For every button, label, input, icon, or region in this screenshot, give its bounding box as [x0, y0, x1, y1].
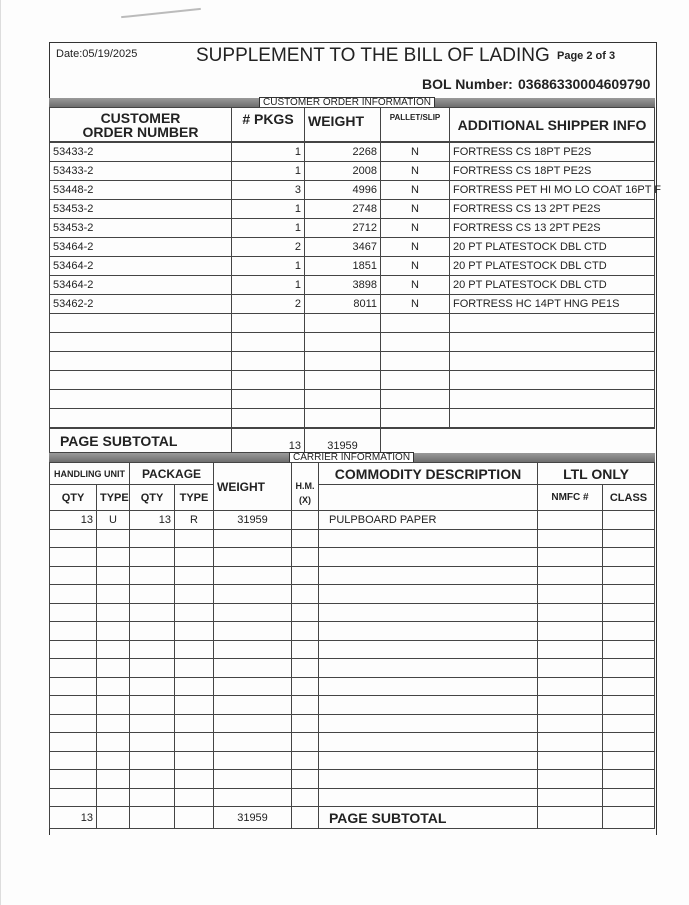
cell-weight [214, 677, 292, 696]
cell-pkg-type [175, 585, 214, 604]
cell-hm [292, 529, 319, 548]
cell-pkgs: 1 [232, 219, 305, 238]
cell-hu-qty [50, 529, 97, 548]
cell-pkg-qty [130, 714, 175, 733]
table-row [50, 585, 655, 604]
col-nmfc: NMFC # [538, 485, 603, 511]
customer-subtotal-row [49, 428, 655, 453]
table-row [50, 566, 655, 585]
cell-pallet-slip: N [381, 143, 450, 162]
cell-pkg-qty [130, 585, 175, 604]
package-header: PACKAGE [130, 463, 214, 485]
cell-commodity [319, 640, 538, 659]
cell-hu-type [97, 751, 130, 770]
cell-commodity [319, 659, 538, 678]
cell-pkg-qty [130, 770, 175, 789]
date: Date:05/19/2025 [56, 48, 138, 60]
blank [381, 429, 656, 453]
bol-number: 03686330004609790 [518, 76, 651, 92]
cell-hu-qty [50, 677, 97, 696]
cell-hu-type [97, 770, 130, 789]
cell-pkg-type [175, 770, 214, 789]
cell-pallet-slip [381, 390, 450, 409]
cell-class [603, 677, 655, 696]
table-row [50, 770, 655, 789]
cell-weight [305, 371, 381, 390]
cell-hu-qty [50, 566, 97, 585]
cell-weight [214, 788, 292, 807]
cell-pkgs [232, 390, 305, 409]
cell-pkgs: 1 [232, 143, 305, 162]
cell-commodity [319, 751, 538, 770]
cell-pkg-type [175, 603, 214, 622]
cell-class [603, 640, 655, 659]
cell-order-number: 53464-2 [50, 238, 232, 257]
cell-class [603, 529, 655, 548]
cell-pkg-qty [130, 548, 175, 567]
customer-section-label: CUSTOMER ORDER INFORMATION [259, 97, 435, 108]
cell-pkgs: 1 [232, 276, 305, 295]
cell-order-number [50, 371, 232, 390]
cell-order-number: 53433-2 [50, 162, 232, 181]
cell-class [603, 659, 655, 678]
cell-pkgs: 1 [232, 162, 305, 181]
cell-hu-type: U [97, 511, 130, 530]
blank [538, 807, 603, 829]
commodity-header: COMMODITY DESCRIPTION [319, 463, 538, 485]
cell-hm [292, 659, 319, 678]
ltl-header: LTL ONLY [538, 463, 655, 485]
cell-weight [214, 529, 292, 548]
cell-order-number [50, 352, 232, 371]
table-row [50, 622, 655, 641]
cell-shipper-info: FORTRESS PET HI MO LO COAT 16PT F [450, 181, 655, 200]
cell-hm [292, 733, 319, 752]
cell-order-number [50, 314, 232, 333]
cell-shipper-info: 20 PT PLATESTOCK DBL CTD [450, 257, 655, 276]
cell-weight [214, 714, 292, 733]
cell-weight: 2712 [305, 219, 381, 238]
cell-shipper-info [450, 314, 655, 333]
cell-hm [292, 622, 319, 641]
cell-nmfc [538, 548, 603, 567]
cell-weight [305, 409, 381, 428]
cell-pkg-type [175, 548, 214, 567]
cell-weight [214, 566, 292, 585]
cell-pallet-slip: N [381, 257, 450, 276]
table-row [50, 238, 655, 257]
cell-hu-type [97, 677, 130, 696]
cell-shipper-info: FORTRESS CS 18PT PE2S [450, 143, 655, 162]
cell-commodity [319, 677, 538, 696]
cell-pkg-type [175, 677, 214, 696]
cell-commodity [319, 788, 538, 807]
cell-shipper-info [450, 390, 655, 409]
cell-nmfc [538, 677, 603, 696]
cell-hu-type [97, 733, 130, 752]
cell-nmfc [538, 603, 603, 622]
col-hm: H.M. (X) [292, 463, 319, 511]
cell-pallet-slip [381, 352, 450, 371]
blank [603, 807, 655, 829]
cell-hm [292, 751, 319, 770]
cell-class [603, 696, 655, 715]
cell-pkg-qty [130, 751, 175, 770]
cell-hu-type [97, 622, 130, 641]
cell-order-number: 53453-2 [50, 200, 232, 219]
cell-nmfc [538, 640, 603, 659]
cell-class [603, 511, 655, 530]
cell-class [603, 788, 655, 807]
cell-pallet-slip: N [381, 238, 450, 257]
cell-shipper-info: FORTRESS CS 13 2PT PE2S [450, 219, 655, 238]
cell-pkg-qty [130, 733, 175, 752]
blank [130, 807, 175, 829]
table-row [50, 314, 655, 333]
cell-weight [214, 696, 292, 715]
cell-weight [305, 390, 381, 409]
cell-class [603, 770, 655, 789]
cell-hu-qty [50, 770, 97, 789]
cell-order-number [50, 409, 232, 428]
cell-order-number: 53448-2 [50, 181, 232, 200]
cell-weight [214, 659, 292, 678]
table-row [50, 276, 655, 295]
cell-pkg-qty [130, 622, 175, 641]
cell-weight [214, 640, 292, 659]
cell-commodity [319, 529, 538, 548]
col-pkg-type: TYPE [175, 485, 214, 511]
table-row [50, 333, 655, 352]
cell-shipper-info: FORTRESS CS 13 2PT PE2S [450, 200, 655, 219]
cell-pallet-slip: N [381, 162, 450, 181]
cell-weight: 1851 [305, 257, 381, 276]
table-row [50, 788, 655, 807]
cell-nmfc [538, 733, 603, 752]
cell-pallet-slip [381, 409, 450, 428]
cell-commodity [319, 566, 538, 585]
table-row [50, 200, 655, 219]
col-hu-qty: QTY [50, 485, 97, 511]
cell-nmfc [538, 659, 603, 678]
col-pkgs: # PKGS [232, 108, 305, 142]
subtotal-label: PAGE SUBTOTAL [50, 429, 232, 453]
cell-pkg-qty [130, 640, 175, 659]
col-pallet-slip: PALLET/SLIP [381, 108, 450, 142]
cell-hu-type [97, 603, 130, 622]
cell-hu-type [97, 529, 130, 548]
table-row [50, 751, 655, 770]
cell-nmfc [538, 566, 603, 585]
cell-pkg-qty [130, 566, 175, 585]
cell-pallet-slip [381, 371, 450, 390]
customer-order-table [49, 142, 662, 428]
cell-hm [292, 714, 319, 733]
cell-class [603, 603, 655, 622]
cell-pkgs [232, 371, 305, 390]
cell-pkg-type [175, 640, 214, 659]
cell-shipper-info [450, 352, 655, 371]
cell-nmfc [538, 714, 603, 733]
cell-pkgs: 1 [232, 200, 305, 219]
page-number: Page 2 of 3 [557, 50, 616, 62]
carrier-table [49, 510, 655, 829]
cell-hm [292, 511, 319, 530]
cell-nmfc [538, 585, 603, 604]
cell-commodity [319, 585, 538, 604]
cell-pallet-slip: N [381, 200, 450, 219]
cell-pallet-slip: N [381, 219, 450, 238]
cell-weight [214, 585, 292, 604]
cell-nmfc [538, 696, 603, 715]
table-row [50, 640, 655, 659]
cell-weight [214, 548, 292, 567]
cell-order-number: 53464-2 [50, 276, 232, 295]
col-order-number: CUSTOMER ORDER NUMBER [50, 108, 232, 142]
cell-hm [292, 585, 319, 604]
cell-class [603, 548, 655, 567]
cell-weight [214, 733, 292, 752]
cell-shipper-info: FORTRESS CS 18PT PE2S [450, 162, 655, 181]
cell-hu-qty [50, 714, 97, 733]
cell-pkgs: 2 [232, 295, 305, 314]
cell-commodity: PULPBOARD PAPER [319, 511, 538, 530]
cell-pkg-type [175, 714, 214, 733]
cell-hm [292, 677, 319, 696]
cell-pkgs [232, 314, 305, 333]
cell-pkg-type: R [175, 511, 214, 530]
cell-hu-qty [50, 733, 97, 752]
cell-order-number: 53433-2 [50, 143, 232, 162]
cell-pallet-slip [381, 333, 450, 352]
cell-nmfc [538, 622, 603, 641]
table-row [50, 371, 655, 390]
cell-hm [292, 566, 319, 585]
cell-pkgs: 2 [232, 238, 305, 257]
cell-weight: 8011 [305, 295, 381, 314]
col-class: CLASS [603, 485, 655, 511]
cell-order-number: 53453-2 [50, 219, 232, 238]
subtotal-weight: 31959 [305, 429, 381, 453]
table-row [50, 409, 655, 428]
cell-shipper-info: FORTRESS HC 14PT HNG PE1S [450, 295, 655, 314]
cell-pkg-type [175, 733, 214, 752]
cell-pkg-qty [130, 696, 175, 715]
cell-weight: 2268 [305, 143, 381, 162]
bol-label: BOL Number: [422, 76, 513, 92]
cell-pkg-qty [130, 677, 175, 696]
table-row [50, 219, 655, 238]
cell-weight [214, 603, 292, 622]
table-row [50, 529, 655, 548]
cell-weight: 2008 [305, 162, 381, 181]
blank [319, 485, 538, 511]
cell-pkgs [232, 333, 305, 352]
cell-pallet-slip [381, 314, 450, 333]
carrier-section-label: CARRIER INFORMATION [289, 452, 414, 463]
cell-pallet-slip: N [381, 181, 450, 200]
cell-weight [305, 352, 381, 371]
cell-commodity [319, 733, 538, 752]
cell-commodity [319, 714, 538, 733]
cell-shipper-info [450, 371, 655, 390]
cell-pallet-slip: N [381, 276, 450, 295]
cell-shipper-info: 20 PT PLATESTOCK DBL CTD [450, 238, 655, 257]
cell-weight [305, 333, 381, 352]
cell-hu-type [97, 566, 130, 585]
subtotal-pkgs: 13 [232, 429, 305, 453]
col-shipper-info: ADDITIONAL SHIPPER INFO [450, 108, 655, 142]
cell-class [603, 751, 655, 770]
cell-hu-qty [50, 548, 97, 567]
table-row [50, 295, 655, 314]
cell-class [603, 733, 655, 752]
cell-weight [214, 622, 292, 641]
cell-commodity [319, 770, 538, 789]
table-row [50, 677, 655, 696]
scan-mark [121, 8, 201, 18]
table-row [50, 390, 655, 409]
cell-order-number [50, 390, 232, 409]
cell-hm [292, 770, 319, 789]
cell-hu-type [97, 585, 130, 604]
cell-weight [305, 314, 381, 333]
table-row [50, 143, 655, 162]
cell-nmfc [538, 788, 603, 807]
cell-hu-qty [50, 585, 97, 604]
cell-weight: 31959 [214, 511, 292, 530]
cell-pkgs [232, 409, 305, 428]
cell-shipper-info: 20 PT PLATESTOCK DBL CTD [450, 276, 655, 295]
table-row [50, 257, 655, 276]
cell-pkgs: 1 [232, 257, 305, 276]
col-weight: WEIGHT [305, 108, 381, 142]
cell-hu-qty [50, 603, 97, 622]
cell-nmfc [538, 770, 603, 789]
carrier-header [49, 462, 655, 511]
cell-hu-qty [50, 788, 97, 807]
cell-hu-qty: 13 [50, 511, 97, 530]
cell-order-number: 53462-2 [50, 295, 232, 314]
cell-pkg-qty [130, 788, 175, 807]
cell-weight [214, 751, 292, 770]
cell-order-number [50, 333, 232, 352]
table-row [50, 548, 655, 567]
cell-hu-qty [50, 751, 97, 770]
cell-pkgs: 3 [232, 181, 305, 200]
table-row [50, 352, 655, 371]
cell-hu-type [97, 659, 130, 678]
subtotal-hu-qty: 13 [50, 807, 97, 829]
cell-pallet-slip: N [381, 295, 450, 314]
table-row [50, 696, 655, 715]
cell-pkg-type [175, 529, 214, 548]
cell-class [603, 714, 655, 733]
table-row [50, 181, 655, 200]
cell-hu-type [97, 714, 130, 733]
blank [292, 807, 319, 829]
cell-weight: 3898 [305, 276, 381, 295]
cell-pkg-type [175, 788, 214, 807]
cell-hu-qty [50, 696, 97, 715]
table-row [50, 603, 655, 622]
carrier-subtotal-row [50, 807, 655, 829]
cell-hu-type [97, 640, 130, 659]
cell-commodity [319, 548, 538, 567]
cell-nmfc [538, 511, 603, 530]
cell-weight [214, 770, 292, 789]
cell-hu-type [97, 788, 130, 807]
col-pkg-qty: QTY [130, 485, 175, 511]
cell-hm [292, 640, 319, 659]
cell-weight: 3467 [305, 238, 381, 257]
subtotal-weight: 31959 [214, 807, 292, 829]
subtotal-label: PAGE SUBTOTAL [319, 807, 538, 829]
blank [175, 807, 214, 829]
cell-nmfc [538, 751, 603, 770]
cell-hu-qty [50, 622, 97, 641]
cell-hm [292, 788, 319, 807]
cell-pkg-qty [130, 659, 175, 678]
cell-pkg-qty: 13 [130, 511, 175, 530]
document-title: SUPPLEMENT TO THE BILL OF LADING [196, 45, 550, 66]
cell-class [603, 566, 655, 585]
table-row [50, 714, 655, 733]
cell-hm [292, 548, 319, 567]
cell-class [603, 622, 655, 641]
col-hu-type: TYPE [97, 485, 130, 511]
cell-commodity [319, 622, 538, 641]
cell-pkg-type [175, 696, 214, 715]
cell-weight: 2748 [305, 200, 381, 219]
cell-pkg-qty [130, 529, 175, 548]
cell-hm [292, 696, 319, 715]
table-row [50, 162, 655, 181]
table-row [50, 733, 655, 752]
table-row [50, 659, 655, 678]
cell-shipper-info [450, 333, 655, 352]
blank [97, 807, 130, 829]
cell-hu-type [97, 696, 130, 715]
cell-pkgs [232, 352, 305, 371]
cell-pkg-type [175, 566, 214, 585]
cell-hu-type [97, 548, 130, 567]
cell-nmfc [538, 529, 603, 548]
cell-pkg-type [175, 622, 214, 641]
customer-header [49, 107, 655, 142]
cell-pkg-type [175, 751, 214, 770]
cell-hm [292, 603, 319, 622]
cell-order-number: 53464-2 [50, 257, 232, 276]
col-weight: WEIGHT [214, 463, 292, 511]
cell-hu-qty [50, 640, 97, 659]
cell-hu-qty [50, 659, 97, 678]
cell-commodity [319, 603, 538, 622]
cell-pkg-qty [130, 603, 175, 622]
cell-commodity [319, 696, 538, 715]
cell-pkg-type [175, 659, 214, 678]
cell-shipper-info [450, 409, 655, 428]
cell-class [603, 585, 655, 604]
handling-unit-header: HANDLING UNIT [50, 463, 130, 485]
cell-weight: 4996 [305, 181, 381, 200]
table-row [50, 511, 655, 530]
